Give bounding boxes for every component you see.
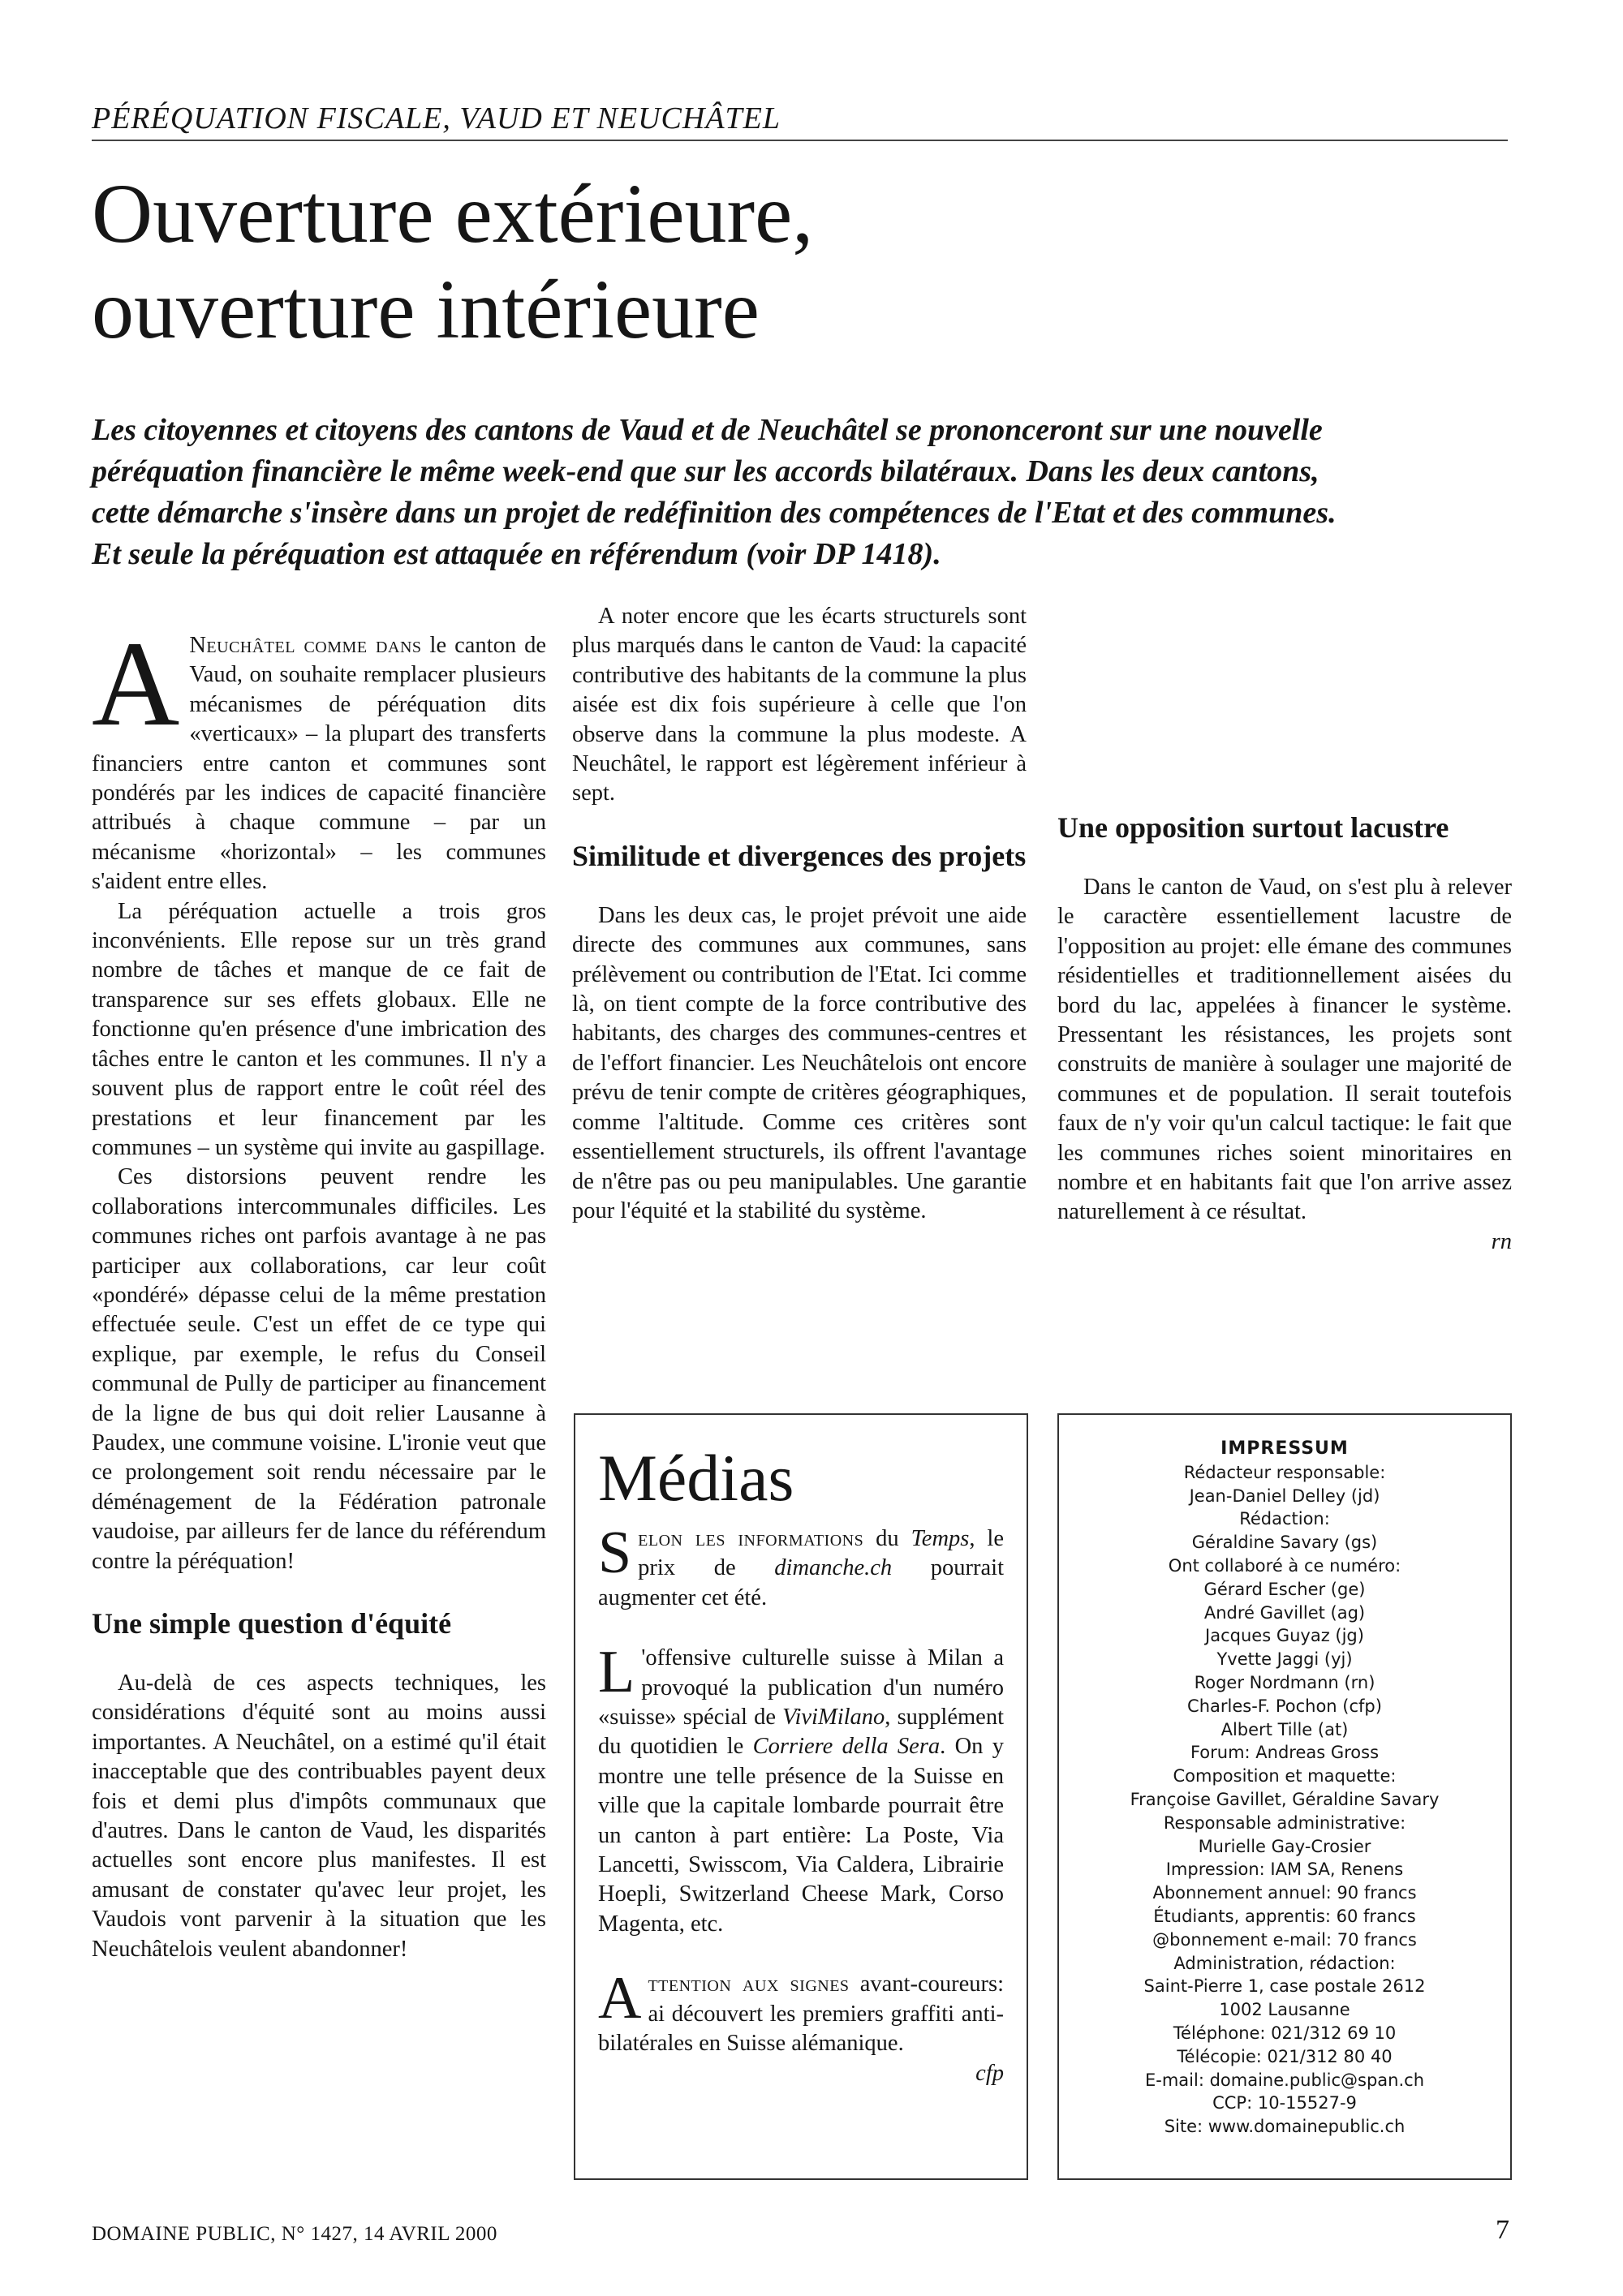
small-caps-opening: ttention aux signes	[648, 1971, 850, 1997]
text-run: avant-coureurs: ai découvert les premiers graffiti anti-bilatérales en Suisse alémanique.	[598, 1971, 1004, 2057]
medias-box	[574, 1413, 1028, 2180]
text-run: 'offensive culturelle suisse à Milan a provoqué la publication d'un numéro «suisse» spécial de	[598, 1645, 1004, 1731]
italic-title: Corriere della Sera	[752, 1734, 941, 1760]
impressum-line: Gérard Escher (ge)	[1203, 1579, 1366, 1599]
article-paragraph-4: Au-delà de ces aspects techniques, les considérations d'équité sont au moins aussi importantes. A Neuchâtel, on a estimé qu'il était inacceptable que des contribuables payent deux fois et demi plus d'impôts communaux que d'autres. Dans le canton de Vaud, les disparités actuelles sont encore plus manifestes. Il est amusant de constater qu'avec leur projet, les Vaudois vont parvenir à la situation que les Neuchâtelois veulent abandonner!	[92, 1670, 546, 1962]
article-lede: Les citoyennes et citoyens des cantons de Vaud et de Neuchâtel se prononceront sur une nouvelle péréquation financière le même week-end que sur les accords bilatéraux. Dans les deux cantons, cette démarche s'insère dans un projet de redéfinition des compétences de l'Etat et des communes. Et seule la péréquation est attaquée en référendum (voir DP 1418).	[92, 413, 1337, 571]
text-run: , supplément du quotidien le	[598, 1705, 1004, 1760]
article-headline	[92, 166, 1471, 358]
impressum-line: Saint-Pierre 1, case postale 2612	[1143, 1976, 1426, 1997]
text-run: . On y montre une telle présence de la Suisse en ville que la capitale lombarde pourrait être un canton à part entière: La Poste, Via Lancetti, Swisscom, Via Caldera, Librairie Hoepli, Switzerland Cheese Mark, Corso Magenta, etc.	[598, 1734, 1004, 1937]
page-number: 7	[1496, 2215, 1509, 2245]
drop-cap: S	[598, 1520, 632, 1586]
impressum-line: Abonnement annuel: 90 francs	[1152, 1883, 1417, 1903]
impressum-line: Françoise Gavillet, Géraldine Savary	[1130, 1789, 1440, 1809]
impressum-line: Rédaction:	[1239, 1509, 1330, 1529]
impressum-line: Télécopie: 021/312 80 40	[1177, 2046, 1393, 2066]
impressum-line: Téléphone: 021/312 69 10	[1173, 2023, 1397, 2043]
impressum-line[interactable]: E-mail: domaine.public@span.ch	[1145, 2070, 1424, 2090]
article-column-1	[92, 617, 547, 1964]
headline-line-2: ouverture intérieure	[92, 263, 760, 356]
impressum-line: Composition et maquette:	[1173, 1766, 1397, 1786]
impressum-line: CCP: 10-15527-9	[1212, 2093, 1357, 2113]
text-run: du	[863, 1526, 911, 1551]
impressum-line: Jacques Guyaz (jg)	[1205, 1626, 1364, 1646]
impressum-box	[1057, 1413, 1512, 2180]
impressum-line: Impression: IAM SA, Renens	[1165, 1860, 1404, 1880]
medias-item-2	[598, 1639, 1004, 1939]
author-signature: rn	[1491, 1228, 1512, 1254]
article-paragraph-7: Dans le canton de Vaud, on s'est plu à relever le caractère essentiellement lacustre de l'opposition au projet: elle émane des communes résidentielles et traditionnellement aisées du bord du lac, appelées à financer le système. Pressentant les résistances, les projets sont construits de manière à soulager une majorité de communes et de population. Il serait toutefois faux de n'y voir qu'un calcul tactique: le fait que les communes riches soient minoritaires en nombre et en habitants fait que l'on arrive assez naturellement à ce résultat.	[1057, 875, 1512, 1225]
medias-title: Médias	[598, 1441, 794, 1515]
impressum-line: Administration, rédaction:	[1173, 1953, 1396, 1973]
text-run: , le prix de	[638, 1526, 1004, 1581]
opening-small-caps: Neuchâtel comme dans	[189, 633, 422, 658]
impressum-line: Étudiants, apprentis: 60 francs	[1153, 1906, 1416, 1926]
italic-title: ViviMilano	[782, 1705, 885, 1731]
impressum-title: IMPRESSUM	[1220, 1438, 1349, 1459]
impressum-line: Charles-F. Pochon (cfp)	[1187, 1696, 1382, 1716]
italic-title: Temps	[911, 1526, 970, 1551]
impressum-line: Responsable administrative:	[1163, 1812, 1406, 1833]
impressum-line[interactable]: Site: www.domainepublic.ch	[1164, 2117, 1406, 2137]
impressum-line: 1002 Lausanne	[1219, 2000, 1350, 2020]
impressum-line: Yvette Jaggi (yj)	[1216, 1649, 1353, 1670]
article-paragraph-5: A noter encore que les écarts structurels sont plus marqués dans le canton de Vaud: la capacité contributive des habitants de la commune la plus aisée est dix fois supérieure à celle que l'on observe dans la commune la plus modeste. A Neuchâtel, le rapport est légèrement inférieur à sept.	[572, 604, 1027, 806]
article-paragraph-6: Dans les deux cas, le projet prévoit une aide directe des communes aux communes, sans prélèvement ou contribution de l'Etat. Ici comme là, on tient compte de la force contributive des habitants, des charges des communes-centres et de l'effort financier. Les Neuchâtelois ont encore prévu de tenir compte de critères géographiques, comme l'altitude. Comme ces critères sont essentiellement structurels, ils offrent l'avantage de n'être pas ou peu manipulables. Une garantie pour l'équité et la stabilité du système.	[572, 902, 1027, 1223]
article-column-3	[1057, 811, 1512, 1257]
impressum-line: Rédacteur responsable:	[1183, 1462, 1386, 1482]
impressum-line: Forum: Andreas Gross	[1190, 1743, 1380, 1763]
paragraph-1-text: le canton de Vaud, on souhaite remplacer plusieurs mécanismes de péréquation dits «verticaux» – la plupart des transferts financiers entre canton et communes sont pondérés par les indices de capacité financière attribués à chaque commune – par un mécanisme «horizontal» – les communes s'aident entre elles.	[92, 633, 547, 895]
article-paragraph-3: Ces distorsions peuvent rendre les collaborations intercommunales difficiles. Les communes riches ont parfois avantage à ne pas participer aux collaborations, car leur coût «pondéré» dépasse celui de la même prestation effectuée seule. C'est un effet de ce type qui explique, par exemple, le refus du Conseil communal de Pully de participer au financement de la ligne de bus qui doit relier Lausanne à Paudex, une commune voisine. L'ironie veut que ce prolongement soit rendu nécessaire par le déménagement de la Fédération patronale vaudoise, par ailleurs fer de lance du référendum contre la péréquation!	[92, 1164, 546, 1574]
drop-cap: L	[598, 1639, 635, 1706]
impressum-line: Murielle Gay-Crosier	[1198, 1836, 1371, 1856]
headline-line-1: Ouverture extérieure,	[92, 167, 814, 260]
medias-signature: cfp	[975, 2060, 1004, 2086]
impressum-line: Géraldine Savary (gs)	[1191, 1533, 1378, 1553]
impressum-lines	[1075, 1461, 1494, 2139]
article-paragraph-1	[92, 617, 547, 897]
impressum-line: André Gavillet (ag)	[1203, 1602, 1366, 1623]
section-kicker: PÉRÉQUATION FISCALE, VAUD ET NEUCHÂTEL	[92, 101, 1508, 141]
footer-issue: DOMAINE PUBLIC, N° 1427, 14 AVRIL 2000	[92, 2223, 497, 2245]
italic-title: dimanche.ch	[774, 1555, 893, 1581]
subheading-similitude: Similitude et divergences des projets	[572, 839, 1027, 872]
impressum-line: Albert Tille (at)	[1220, 1719, 1349, 1739]
small-caps-opening: elon les informations	[638, 1526, 864, 1551]
article-paragraph-2: La péréquation actuelle a trois gros inconvénients. Elle repose sur un très grand nombre de tâches et manque de ce fait de transparence sur ses effets globaux. Elle ne fonctionne qu'en présence d'une imbrication des tâches entre le canton et les communes. Il n'y a souvent plus de rapport entre le coût réel des prestations et leur financement par les communes – un système qui invite au gaspillage.	[92, 898, 546, 1160]
text-run: pourrait augmenter cet été.	[598, 1555, 1005, 1610]
impressum-line: Ont collaboré à ce numéro:	[1168, 1555, 1401, 1576]
subheading-equite: Une simple question d'équité	[92, 1607, 452, 1640]
article-column-2	[572, 602, 1027, 1226]
impressum-line: @bonnement e-mail: 70 francs	[1152, 1929, 1417, 1950]
subheading-opposition: Une opposition surtout lacustre	[1057, 811, 1449, 844]
medias-item-1	[598, 1520, 1005, 1613]
medias-item-3	[598, 1965, 1004, 2058]
drop-cap: A	[92, 617, 180, 751]
impressum-line: Jean-Daniel Delley (jd)	[1189, 1486, 1380, 1506]
drop-cap: A	[598, 1965, 642, 2032]
impressum-line: Roger Nordmann (rn)	[1194, 1672, 1375, 1692]
